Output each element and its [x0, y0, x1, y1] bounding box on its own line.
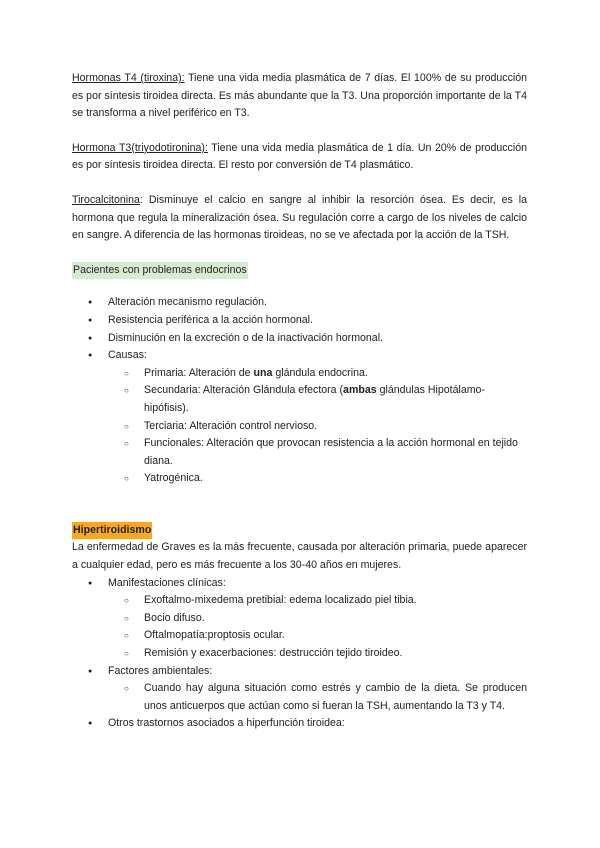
- endocrine-list-wrap: [72, 294, 527, 488]
- list-item: ● Alteración mecanismo regulación.: [72, 294, 527, 312]
- secondary-text: Secundaria: Alteración Glándula efectora (: [144, 384, 344, 397]
- secondary-bold: ambas: [343, 384, 377, 397]
- t3-text: Tiene una vida media plasmática de 1 día. Un 20% de producción es por síntesis tiroidea directa. El resto por conversión de T4 plasmático.: [72, 141, 527, 172]
- primary-text-end: glándula endocrina.: [272, 366, 368, 379]
- graves-intro: La enfermedad de Graves es la más frecuente, causada por alteración primaria, puede aparecer a cualquier edad, pero es más frecuente a los 30-40 años en mujeres.: [72, 541, 527, 572]
- causes-label: Causas:: [108, 349, 147, 362]
- endocrine-heading: Pacientes con problemas endocrinos: [72, 262, 248, 280]
- primary-text: Primaria: Alteración de: [144, 366, 254, 379]
- hyper-list: [72, 575, 527, 733]
- causes-list: [108, 365, 527, 488]
- document-page: [72, 70, 527, 733]
- t4-paragraph: [72, 70, 527, 123]
- calcitonin-text: : Disminuye el calcio en sangre al inhibir la resorción ósea. Es decir, es la hormona que regula la mineralización ósea. Su regulación corre a cargo de los niveles de calcio en sangre. A diferencia de las hormonas tiroideas, no se ve afectada por la acción de la TSH.: [72, 193, 527, 242]
- list-item: ○ Funcionales: Alteración que provocan resistencia a la acción hormonal en tejido diana.: [108, 435, 527, 470]
- t4-text: Tiene una vida media plasmática de 7 días. El 100% de su producción es por síntesis tiroidea directa. Es más abundante que la T3. Una proporción importante de la T4 se transforma a nivel periférico en T3.: [72, 72, 528, 120]
- list-item: [108, 365, 527, 383]
- list-item: ○ Cuando hay alguna situación como estrés y cambio de la dieta. Se producen unos anticuerpos que actúan como si fueran la TSH, aumentando la T3 y T4.: [108, 680, 527, 715]
- t3-paragraph: [72, 140, 527, 175]
- t3-title: Hormona T3(triyodotironina):: [72, 141, 208, 154]
- endocrine-heading-line: [72, 262, 527, 280]
- environment-label: Factores ambientales:: [108, 664, 213, 677]
- list-item: ○ Yatrogénica.: [108, 470, 527, 488]
- list-item: ○ Exoftalmo-mixedema pretibial: edema localizado piel tibia.: [108, 592, 527, 610]
- secondary-text-end: glándulas Hipotálamo-hipófisis).: [144, 384, 485, 414]
- list-item: ○ Remisión y exacerbaciones: destrucción tejido tiroideo.: [108, 645, 527, 663]
- list-item: [72, 663, 527, 716]
- list-item: ● Disminución en la excreción o de la inactivación hormonal.: [72, 330, 527, 348]
- list-item: ● Otros trastornos asociados a hiperfunción tiroidea:: [72, 715, 527, 733]
- manifestations-label: Manifestaciones clínicas:: [108, 576, 226, 589]
- calcitonin-title: Tirocalcitonina: [72, 193, 140, 206]
- list-item: ● Resistencia periférica a la acción hormonal.: [72, 312, 527, 330]
- list-item: [108, 382, 527, 417]
- manifestations-list: [108, 592, 527, 662]
- hyperthyroidism-heading: Hipertiroidismo: [72, 522, 152, 540]
- hyper-heading-line: [72, 522, 527, 540]
- t4-title: Hormonas T4 (tiroxina):: [72, 72, 185, 84]
- list-item: [72, 347, 527, 488]
- list-item: ○ Bocio difuso.: [108, 610, 527, 628]
- calcitonin-paragraph: [72, 192, 527, 245]
- environment-list: [108, 680, 527, 715]
- list-item: ○ Oftalmopatía:proptosis ocular.: [108, 627, 527, 645]
- primary-bold: una: [253, 366, 273, 379]
- list-item: [72, 575, 527, 663]
- endocrine-list: [72, 294, 527, 488]
- list-item: ○ Terciaria: Alteración control nervioso.: [108, 418, 527, 436]
